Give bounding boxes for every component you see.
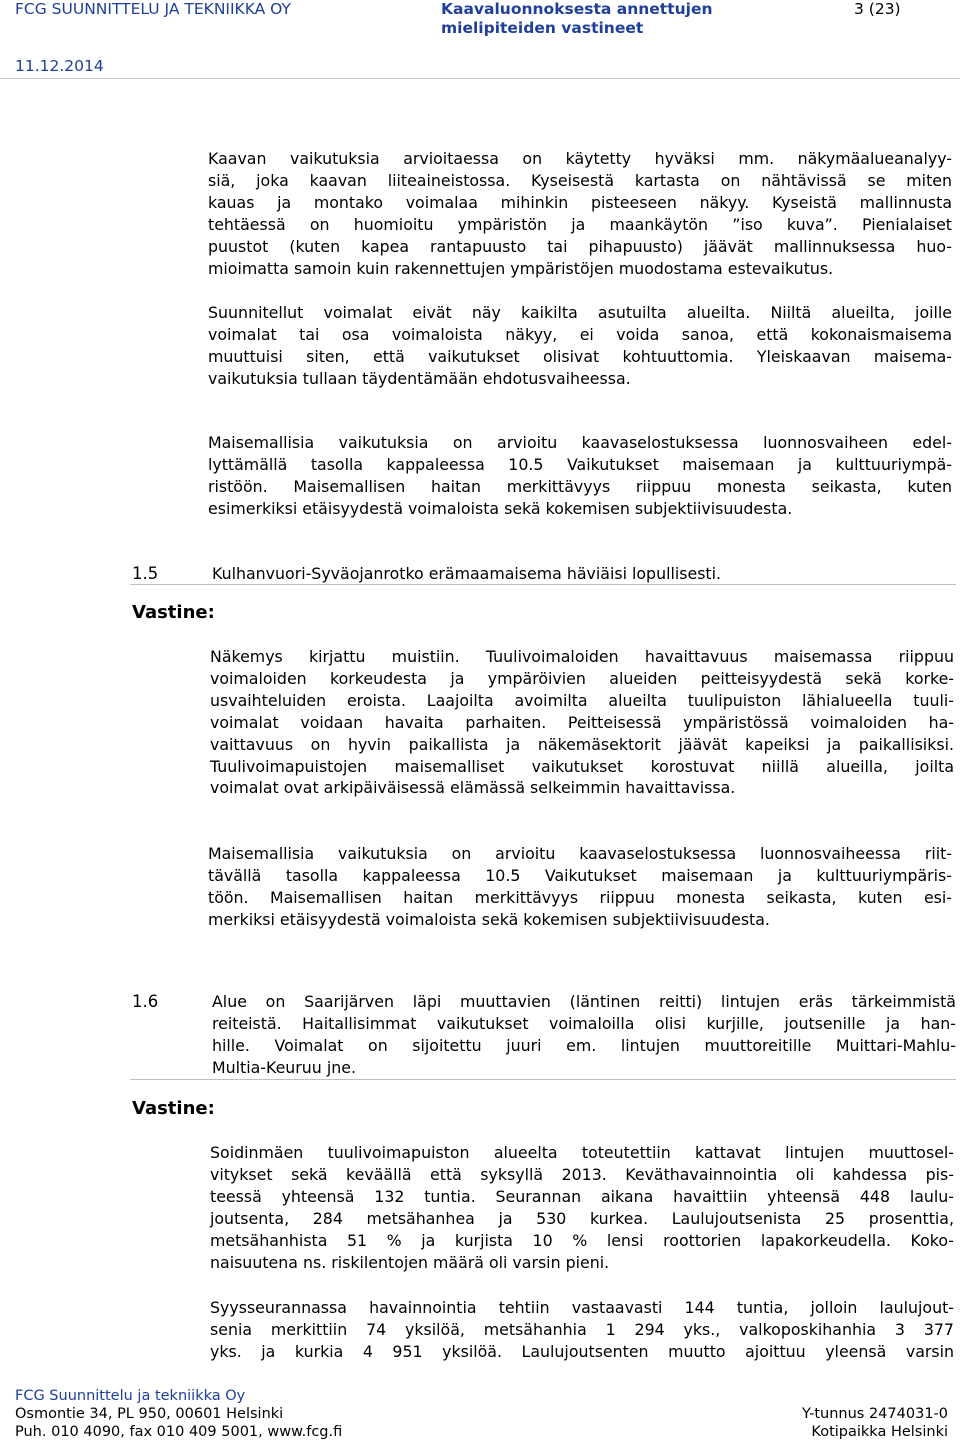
text-line: mioimatta samoin kuin rakennettujen ympäristöjen muodostama estevaikutus.: [208, 258, 834, 278]
text-line: muuttuisi siten, että vaikutukset olisivat kohtuuttomia. Yleiskaavan maisema-: [208, 346, 952, 366]
text-line: tehtäessä on huomioitu ympäristön ja maankäytön ”iso kuva”. Pienialaiset: [208, 214, 952, 234]
footer-phone: Puh. 010 4090, fax 010 409 5001, www.fcg.fi: [15, 1424, 343, 1440]
text-line: joutsenta, 284 metsähanhea ja 530 kurkea. Laulujoutsenista 25 prosenttia,: [210, 1208, 954, 1228]
header-divider: [0, 78, 960, 79]
body-paragraph-3: [208, 432, 952, 520]
footer-domicile: Kotipaikka Helsinki: [811, 1424, 948, 1440]
text-line: hille. Voimalat on sijoitettu juuri em. lintujen muuttoreitille Muittari-Mahlu-: [212, 1035, 956, 1055]
text-line: Soidinmäen tuulivoimapuiston alueelta toteutettiin kattavat lintujen muuttosel-: [210, 1143, 954, 1162]
vastine-label: Vastine:: [132, 1098, 215, 1119]
header-company: FCG SUUNNITTELU JA TEKNIIKKA OY: [15, 0, 291, 18]
text-line: Maisemallisia vaikutuksia on arvioitu kaavaselostuksessa luonnosvaiheen edel-: [208, 433, 952, 452]
text-line: naisuutena ns. riskilentojen määrä oli varsin pieni.: [210, 1252, 610, 1272]
header-doc-title: [441, 0, 713, 38]
text-line: Näkemys kirjattu muistiin. Tuulivoimaloiden havaittavuus maisemassa riippuu: [210, 647, 954, 666]
header-doc-title-line2: mielipiteiden vastineet: [441, 19, 644, 37]
page-number: 3 (23): [854, 0, 901, 18]
body-paragraph-1: [208, 148, 952, 279]
text-line: merkiksi etäisyydestä voimaloista sekä kokemisen subjektiivisuudesta.: [208, 909, 770, 929]
text-line: voimalat ovat arkipäiväisessä elämässä selkeimmin havaittavissa.: [210, 778, 736, 798]
header-date: 11.12.2014: [15, 57, 104, 75]
text-line: voimaloiden korkeudesta ja ympäröivien alueiden peitteisyydestä sekä korke-: [210, 668, 954, 688]
text-line: metsähanhista 51 % ja kurjista 10 % lensi roottorien lapakorkeudella. Koko-: [210, 1230, 954, 1250]
footer-address: Osmontie 34, PL 950, 00601 Helsinki: [15, 1406, 284, 1422]
text-line: Suunnitellut voimalat eivät näy kaikilta asutuilta alueilta. Niiltä alueilta, joille: [208, 303, 952, 322]
text-line: ristöön. Maisemallisen haitan merkittävyys riippuu monesta seikasta, kuten: [208, 476, 952, 496]
body-paragraph-2: [208, 302, 952, 390]
section-1-6-underline: [130, 1079, 956, 1080]
text-line: voimalat tai osa voimaloista näkyy, ei voida sanoa, että kokonaismaisema: [208, 324, 952, 344]
text-line: reiteistä. Haitallisimmat vaikutukset voimaloilla olisi kurjille, joutsenille ja han-: [212, 1013, 956, 1033]
header-doc-title-line1: Kaavaluonnoksesta annettujen: [441, 0, 713, 18]
text-line: vaikutuksia tullaan täydentämään ehdotusvaiheessa.: [208, 368, 631, 388]
text-line: yks. ja kurkia 4 951 yksilöä. Laulujoutsenten muutto ajoittuu yleensä varsin: [210, 1341, 954, 1361]
text-line: puustot (kuten kapea rantapuusto tai pihapuusto) jäävät mallinnuksessa huo-: [208, 236, 952, 256]
text-line: Multia-Keuruu jne.: [212, 1057, 356, 1077]
text-line: kauas ja montako voimalaa mihinkin pisteeseen näkyy. Kyseistä mallinnusta: [208, 192, 952, 212]
text-line: vitykset sekä keväällä että syksyllä 2013. Keväthavainnointia oli kahdessa pis-: [210, 1164, 954, 1184]
section-1-5-underline: [130, 584, 956, 585]
text-line: lyttämällä tasolla kappaleessa 10.5 Vaikutukset maisemaan ja kulttuuriympä-: [208, 454, 952, 474]
footer-business-id: Y-tunnus 2474031-0: [801, 1406, 948, 1422]
text-line: Kulhanvuori-Syväojanrotko erämaamaisema häviäisi lopullisesti.: [212, 564, 722, 583]
text-line: Kaavan vaikutuksia arvioitaessa on käytetty hyväksi mm. näkymäalueanalyy-: [208, 149, 952, 168]
section-1-5-statement: [212, 563, 956, 585]
section-1-5-response-2: [208, 843, 952, 931]
text-line: tävällä tasolla kappaleessa 10.5 Vaikutukset maisemaan ja kulttuuriympäris-: [208, 865, 952, 885]
section-1-6-number: 1.6: [132, 992, 159, 1011]
text-line: töön. Maisemallisen haitan merkittävyys riippuu monesta seikasta, kuten esi-: [208, 887, 952, 907]
section-1-5-response-1: [210, 646, 954, 799]
section-1-5-number: 1.5: [132, 564, 159, 583]
section-1-6-statement: [212, 991, 956, 1079]
text-line: voimalat voidaan havaita parhaiten. Peitteisessä ympäristössä voimaloiden ha-: [210, 712, 954, 732]
text-line: vaittavuus on hyvin paikallista ja näkemäsektorit jäävät kapeiksi ja paikallisiksi.: [210, 734, 954, 754]
text-line: Tuulivoimapuistojen maisemalliset vaikutukset korostuvat niillä alueilla, joilta: [210, 756, 954, 776]
text-line: Alue on Saarijärven läpi muuttavien (läntinen reitti) lintujen eräs tärkeimmistä: [212, 992, 956, 1011]
text-line: esimerkiksi etäisyydestä voimaloista sekä kokemisen subjektiivisuudesta.: [208, 498, 793, 518]
footer-company: FCG Suunnittelu ja tekniikka Oy: [15, 1388, 246, 1404]
section-1-6-response-2: [210, 1297, 954, 1363]
text-line: siä, joka kaavan liiteaineistossa. Kyseisestä kartasta on nähtävissä se miten: [208, 170, 952, 190]
vastine-label: Vastine:: [132, 602, 215, 623]
section-1-6-response-1: [210, 1142, 954, 1273]
text-line: Maisemallisia vaikutuksia on arvioitu kaavaselostuksessa luonnosvaiheessa riit-: [208, 844, 952, 863]
text-line: teessä yhteensä 132 tuntia. Seurannan aikana havaittiin yhteensä 448 laulu-: [210, 1186, 954, 1206]
text-line: usvaihteluiden eroista. Laajoilta avoimilta alueilta tuulipuiston lähialueella tuuli-: [210, 690, 954, 710]
text-line: Syysseurannassa havainnointia tehtiin vastaavasti 144 tuntia, jolloin laulujout-: [210, 1298, 954, 1317]
text-line: senia merkittiin 74 yksilöä, metsähanhia 1 294 yks., valkoposkihanhia 3 377: [210, 1319, 954, 1339]
